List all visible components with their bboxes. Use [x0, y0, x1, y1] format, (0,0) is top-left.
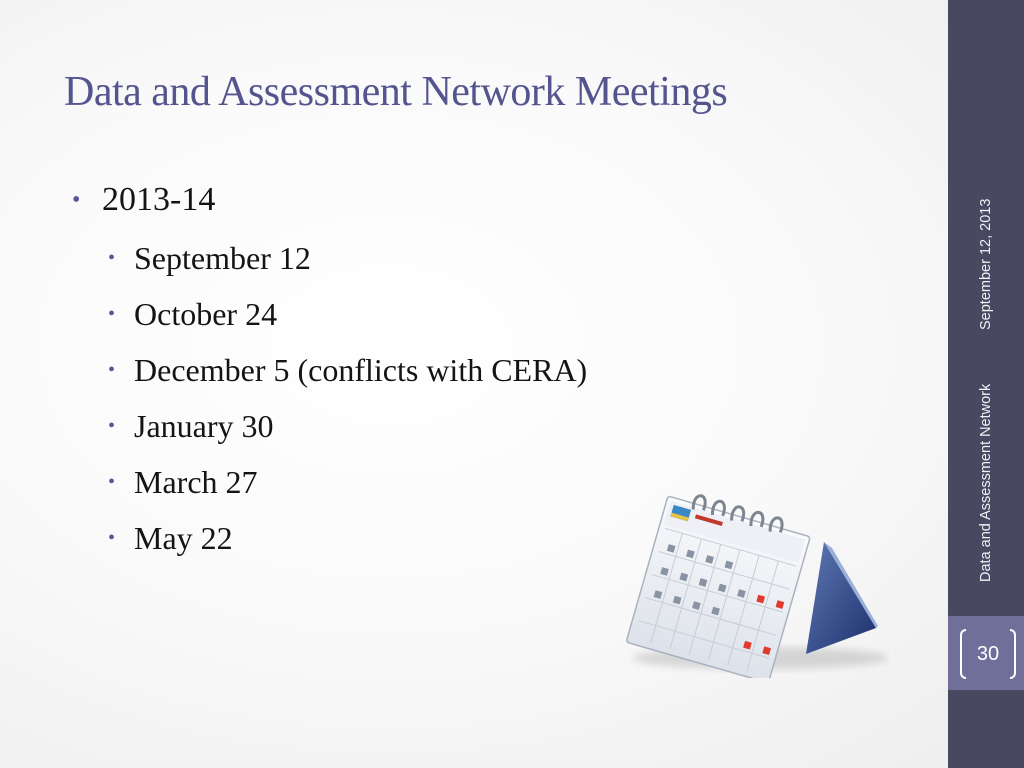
right-bracket-icon: [1010, 629, 1016, 679]
bullet-dot-icon: •: [108, 359, 116, 381]
bullet-list: [72, 170, 587, 566]
bullet-dot-icon: •: [108, 247, 116, 269]
bullet-dot-icon: •: [108, 527, 116, 549]
page-number: [960, 629, 1016, 679]
sub-bullet-text: September 12: [134, 240, 311, 276]
bullet-dot-icon: •: [72, 187, 81, 213]
sidebar-network-label: Data and Assessment Network: [978, 383, 994, 582]
sub-bullet-item: [72, 454, 587, 510]
sub-bullet-text: October 24: [134, 296, 278, 332]
slide-title: Data and Assessment Network Meetings: [64, 69, 728, 115]
bullet-item-year: [72, 170, 587, 230]
bullet-dot-icon: •: [108, 415, 116, 437]
sub-bullet-item: [72, 342, 587, 398]
bullet-dot-icon: •: [108, 303, 116, 325]
bullet-dot-icon: •: [108, 471, 116, 493]
sub-bullet-text: March 27: [134, 464, 258, 500]
sub-bullet-item: [72, 286, 587, 342]
sub-bullet-text: January 30: [134, 408, 274, 444]
sub-bullet-text: May 22: [134, 520, 233, 556]
sidebar-date: September 12, 2013: [978, 198, 994, 330]
sub-bullet-item: [72, 230, 587, 286]
calendar-icon: [610, 458, 890, 678]
left-bracket-icon: [960, 629, 966, 679]
bullet-text: 2013-14: [102, 181, 216, 218]
sub-bullet-item: [72, 398, 587, 454]
sub-bullet-item: [72, 510, 587, 566]
sub-bullet-text: December 5 (conflicts with CERA): [134, 352, 588, 388]
page-number-text: 30: [976, 642, 1000, 665]
